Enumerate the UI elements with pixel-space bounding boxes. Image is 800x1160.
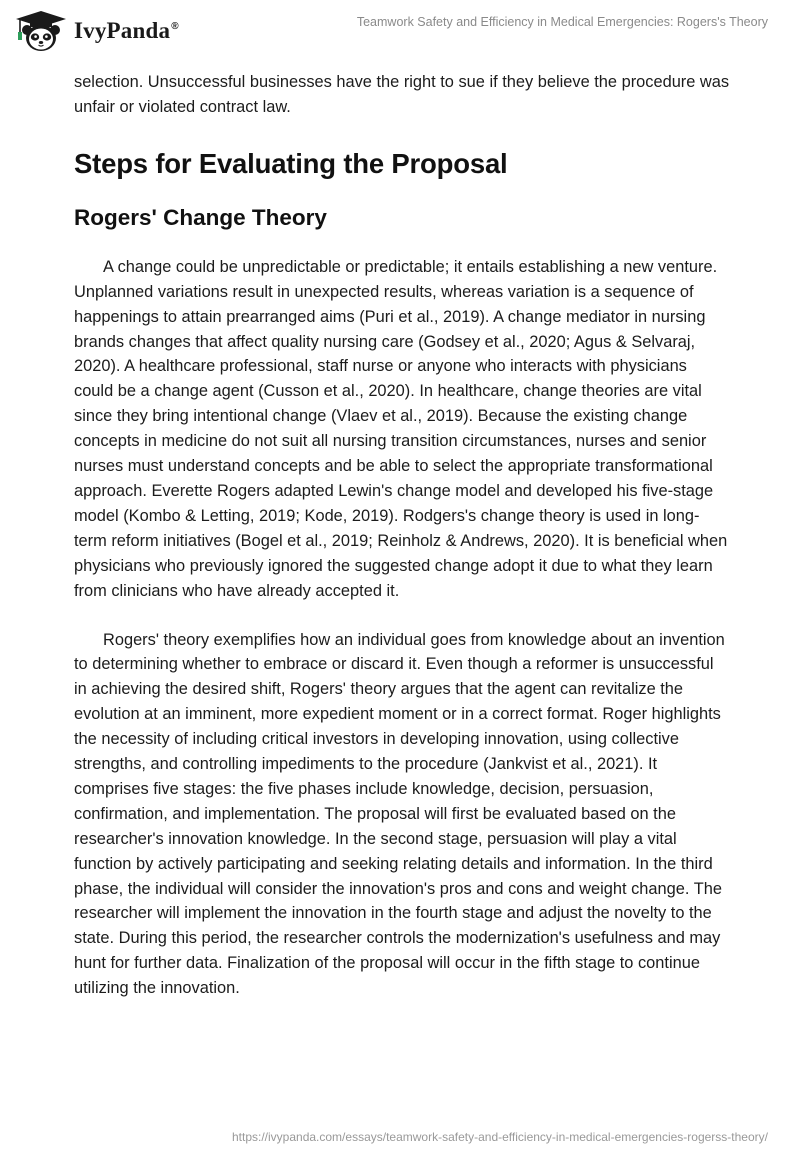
registered-mark: ® xyxy=(171,21,179,33)
logo-text: IvyPanda xyxy=(74,18,171,43)
section-heading: Steps for Evaluating the Proposal xyxy=(74,147,508,179)
intro-paragraph: selection. Unsuccessful businesses have the right to sue if they believe the procedure was unfair or violated contract law. xyxy=(74,73,730,116)
body-paragraph: Rogers' theory exemplifies how an individual goes from knowledge about an invention to determining whether to embrace or discard it. Even though a reformer is unsuccessful in achieving the desired shift, Rogers' theory argues that the agent can revitalize the evolution at an imminent, more expedient moment or in a correct format. Roger highlights the necessity of including critical investors in developing innovation, using collective strengths, and controlling impediments to the procedure (Jankvist et al., 2021). It comprises five stages: the five phases include knowledge, decision, persuasion, confirmation, and implementation. The proposal will first be evaluated based on the researcher's innovation knowledge. In the second stage, persuasion will play a vital function by actively participating and seeking relating details and information. In the third phase, the individual will consider the innovation's pros and cons and weight change. The researcher will implement the innovation in the fourth stage and adjust the novelty to the state. During this period, the researcher controls the modernization's usefulness and may hunt for further data. Finalization of the proposal will occur in the fifth stage to continue utilizing the innovation. xyxy=(74,630,725,998)
body-paragraph: A change could be unpredictable or predictable; it entails establishing a new venture. Unplanned variations result in unexpected results, whereas variation is a sequence of happenings to attain prearranged aims (Puri et al., 2019). A change mediator in nursing brands changes that affect quality nursing care (Godsey et al., 2020; Agus & Selvaraj, 2020). A healthcare professional, staff nurse or anyone who interacts with physicians could be a change agent (Cusson et al., 2020). In healthcare, change theories are vital since they bring intentional change (Vlaev et al., 2019). Because the existing change concepts in medicine do not suit all nursing transition circumstances, nurses and senior nurses must understand concepts and be able to select the appropriate transformational approach. Everette Rogers adapted Lewin's change model and developed his five-stage model (Kombo & Letting, 2019; Kode, 2019). Rodgers's change theory is used in long-term reform initiatives (Bogel et al., 2019; Reinholz & Andrews, 2020). It is beneficial when physicians who previously ignored the suggested change adopt it due to what they learn from clinicians who have already accepted it. xyxy=(74,257,728,600)
logo-wordmark xyxy=(74,18,179,44)
document-title: Teamwork Safety and Efficiency in Medical Emergencies: Rogers's Theory xyxy=(356,15,768,29)
panda-graduate-icon xyxy=(14,9,68,53)
subsection-heading: Rogers' Change Theory xyxy=(74,204,327,230)
source-url[interactable]: https://ivypanda.com/essays/teamwork-safety-and-efficiency-in-medical-emergencies-rogerss-theory/ xyxy=(232,1130,768,1144)
page-header xyxy=(0,0,800,62)
ivypanda-logo[interactable] xyxy=(14,9,179,53)
essay-content xyxy=(74,70,730,1025)
